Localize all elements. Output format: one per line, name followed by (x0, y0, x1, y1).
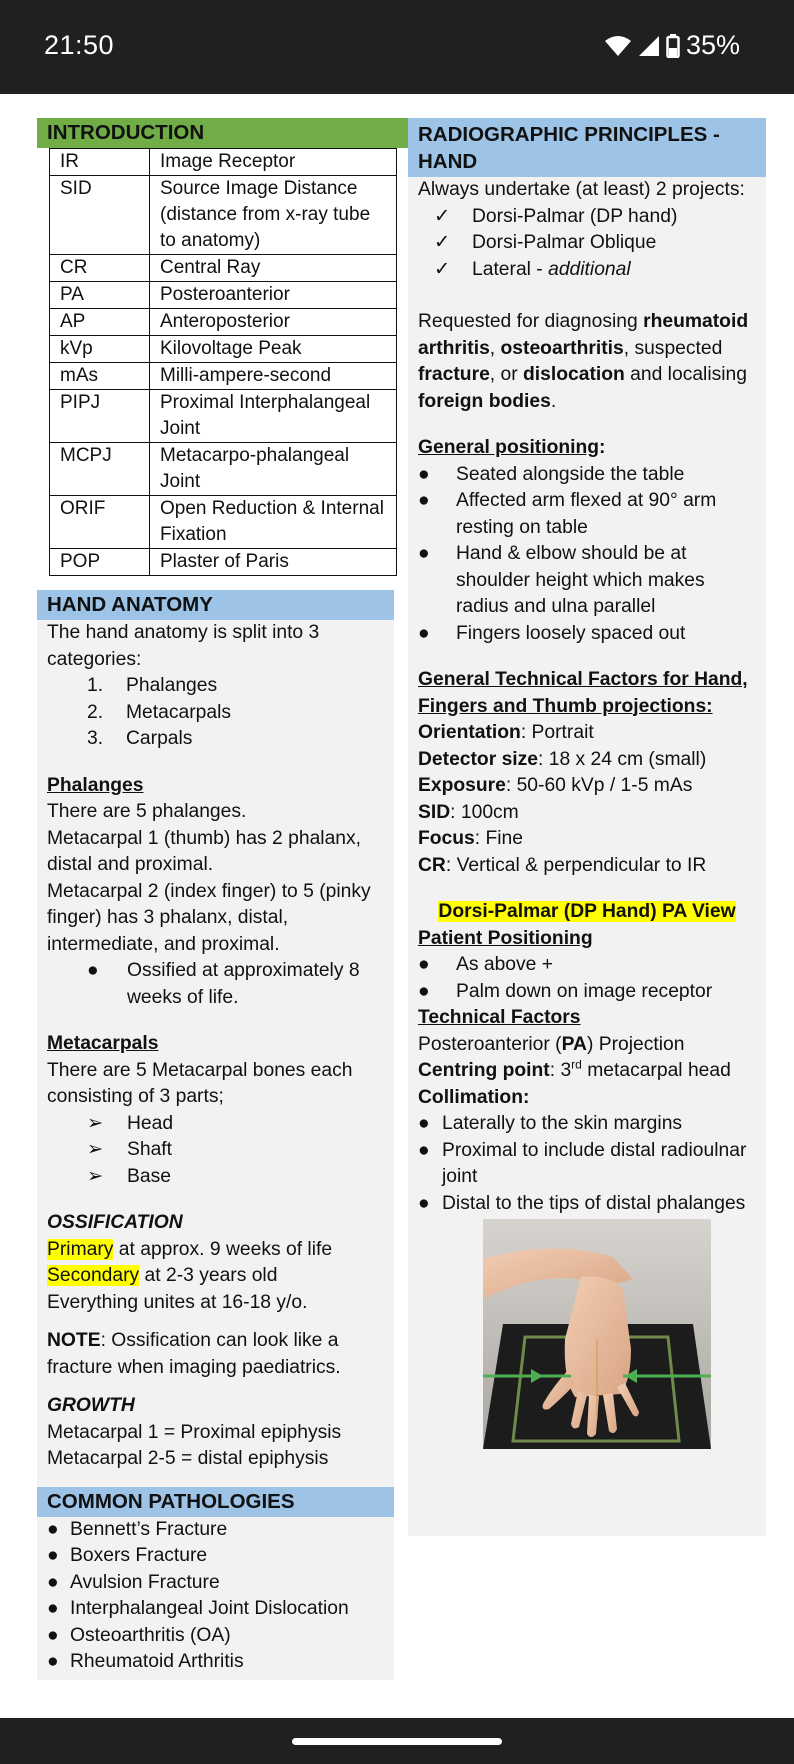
list-item: ● Ossified at approximately 8 weeks of life. (87, 960, 360, 1008)
bullet-icon: ➢ (87, 1112, 104, 1134)
bullet-icon: ● (418, 1192, 430, 1214)
table-row (50, 309, 397, 336)
list-item: ✓ Lateral - additional (418, 257, 756, 284)
hand-anatomy-section (37, 590, 394, 1487)
abbr-meaning: Anteroposterior (150, 309, 397, 336)
status-icons (604, 30, 740, 61)
table-row (50, 176, 397, 255)
bullet-icon: ● (418, 980, 430, 1002)
bullet-icon: ➢ (87, 1165, 104, 1187)
abbr-term: PA (50, 282, 150, 309)
list-item: ● Avulsion Fracture (47, 1570, 384, 1597)
table-row (50, 390, 397, 443)
abbr-term: kVp (50, 336, 150, 363)
patient-positioning-list (418, 952, 756, 1005)
battery-percent: 35% (685, 30, 740, 60)
bullet-icon: ➢ (87, 1139, 104, 1160)
dp-view-title-row (418, 899, 756, 926)
list-item: ● As above + (418, 952, 756, 979)
patient-positioning-heading: Patient Positioning (418, 927, 593, 949)
centring-point: Centring point: 3rd metacarpal head (418, 1057, 731, 1081)
technical-factors-subheading: Technical Factors (418, 1007, 581, 1028)
pathologies-section (37, 1487, 394, 1680)
phalanges-text-2: Metacarpal 1 (thumb) has 2 phalanx, distal and proximal. (47, 827, 362, 875)
list-item: ● Affected arm flexed at 90° arm resting on table (418, 488, 756, 541)
table-row (50, 282, 397, 309)
abbr-meaning: Plaster of Paris (150, 549, 397, 576)
abbr-meaning: Proximal Interphalangeal Joint (150, 390, 397, 443)
checkmark-icon: ✓ (434, 258, 451, 280)
bullet-icon: ● (418, 1113, 430, 1134)
technical-factor: Detector size: 18 x 24 cm (small) (418, 748, 707, 770)
bullet-icon: ● (418, 1139, 430, 1161)
status-bar (0, 0, 794, 94)
abbr-meaning: Image Receptor (150, 149, 397, 176)
list-item: ● Laterally to the skin margins (418, 1111, 756, 1138)
list-item: ➢ Shaft (47, 1137, 384, 1164)
abbr-meaning: Open Reduction & Internal Fixation (150, 496, 397, 549)
phalanges-text-3: Metacarpal 2 (index finger) to 5 (pinky finger) has 3 phalanx, distal, intermediate, and proximal. (47, 880, 371, 955)
collimation-heading: Collimation: (418, 1086, 530, 1108)
abbr-term: SID (50, 176, 150, 255)
metacarpals-heading: Metacarpals (47, 1033, 159, 1054)
battery-icon (666, 34, 680, 58)
ossification-heading: OSSIFICATION (47, 1212, 183, 1233)
list-item: ● Boxers Fracture (47, 1543, 384, 1570)
bullet-icon: ● (47, 1624, 59, 1646)
growth-text-2: Metacarpal 2-5 = distal epiphysis (47, 1448, 329, 1469)
category-list (47, 673, 384, 753)
technical-factor: Focus: Fine (418, 828, 524, 849)
general-positioning-list (418, 462, 756, 648)
list-item: 1. Phalanges (87, 675, 218, 696)
radiographic-principles-heading: RADIOGRAPHIC PRINCIPLES - HAND (408, 118, 766, 177)
collimation-list (418, 1111, 756, 1217)
cellular-signal-icon (638, 35, 660, 57)
checkmark-icon: ✓ (434, 232, 451, 253)
list-item: ➢ Head (47, 1111, 384, 1138)
anatomy-intro: The hand anatomy is split into 3 categories: (47, 622, 320, 670)
table-row (50, 255, 397, 282)
pathologies-list (37, 1517, 394, 1676)
principles-intro: Always undertake (at least) 2 projects: (418, 179, 745, 200)
list-item: ➢ Base (47, 1164, 384, 1191)
document-page (0, 94, 794, 1718)
growth-text-1: Metacarpal 1 = Proximal epiphysis (47, 1421, 342, 1443)
abbr-term: AP (50, 309, 150, 336)
abbr-meaning: Kilovoltage Peak (150, 336, 397, 363)
home-gesture-handle[interactable] (292, 1738, 502, 1745)
abbr-term: IR (50, 149, 150, 176)
abbr-term: mAs (50, 363, 150, 390)
table-row (50, 336, 397, 363)
status-time: 21:50 (44, 30, 115, 60)
bullet-icon: ● (47, 1598, 59, 1619)
technical-factors-heading: General Technical Factors for Hand, Fingers and Thumb projections: (418, 669, 748, 717)
abbr-meaning: Milli-ampere-second (150, 363, 397, 390)
table-row (50, 363, 397, 390)
technical-factor: CR: Vertical & perpendicular to IR (418, 854, 707, 876)
bullet-icon: ● (418, 490, 430, 511)
hand-anatomy-heading: HAND ANATOMY (37, 590, 394, 620)
table-row (50, 549, 397, 576)
bullet-icon: ● (47, 1545, 59, 1566)
checkmark-icon: ✓ (434, 205, 451, 227)
pathologies-heading: COMMON PATHOLOGIES (37, 1487, 394, 1517)
abbr-term: POP (50, 549, 150, 576)
technical-factor: Exposure: 50-60 kVp / 1-5 mAs (418, 775, 693, 796)
general-positioning-heading: General positioning: (418, 437, 606, 458)
ossification-note: NOTE: Ossification can look like a fracture when imaging paediatrics. (47, 1330, 341, 1378)
hand-positioning-photo (483, 1219, 711, 1449)
phalanges-heading: Phalanges (47, 774, 144, 796)
metacarpal-parts-list (47, 1111, 384, 1191)
bullet-icon: ● (418, 463, 430, 485)
list-item: 2. Metacarpals (87, 701, 232, 723)
list-item: ● Proximal to include distal radioulnar joint (418, 1138, 756, 1191)
list-item: ● Palm down on image receptor (418, 979, 756, 1006)
introduction-heading: INTRODUCTION (37, 118, 408, 148)
metacarpals-intro: There are 5 Metacarpal bones each consisting of 3 parts; (47, 1059, 353, 1107)
list-item: ● Interphalangeal Joint Dislocation (47, 1596, 384, 1623)
list-item: 3. Carpals (87, 728, 193, 749)
technical-factor: Orientation: Portrait (418, 722, 594, 743)
list-item: ● Fingers loosely spaced out (418, 621, 756, 648)
list-item: ● Distal to the tips of distal phalanges (418, 1191, 756, 1218)
abbr-meaning: Central Ray (150, 255, 397, 282)
abbr-meaning: Source Image Distance (distance from x-ray tube to anatomy) (150, 176, 397, 255)
dp-view-title: Dorsi-Palmar (DP Hand) PA View (438, 901, 736, 922)
ossification-unites: Everything unites at 16-18 y/o. (47, 1291, 308, 1313)
abbr-term: MCPJ (50, 443, 150, 496)
ossification-primary: Primary at approx. 9 weeks of life (47, 1238, 333, 1260)
requested-for-text: Requested for diagnosing rheumatoid arthritis, osteoarthritis, suspected fracture, or dislocation and localising foreign bodies. (418, 311, 749, 412)
list-item: ● Bennett’s Fracture (47, 1517, 384, 1544)
list-item: ● Rheumatoid Arthritis (47, 1649, 384, 1676)
table-row (50, 149, 397, 176)
abbr-meaning: Metacarpo-phalangeal Joint (150, 443, 397, 496)
list-item: ● Osteoarthritis (OA) (47, 1623, 384, 1650)
abbr-meaning: Posteroanterior (150, 282, 397, 309)
bullet-icon: ● (418, 543, 430, 564)
right-column (408, 118, 766, 1536)
abbr-term: ORIF (50, 496, 150, 549)
table-row (50, 496, 397, 549)
bullet-icon: ● (418, 622, 430, 644)
left-column (37, 118, 394, 1680)
list-item: ✓ Dorsi-Palmar Oblique (418, 230, 756, 257)
bullet-icon: ● (47, 1571, 59, 1593)
projection-line: Posteroanterior (PA) Projection (418, 1033, 685, 1055)
technical-factor: SID: 100cm (418, 801, 519, 823)
phalanges-bullets (47, 958, 384, 1011)
bullet-icon: ● (418, 954, 430, 975)
bullet-icon: ● (47, 1651, 59, 1672)
phalanges-text-1: There are 5 phalanges. (47, 801, 247, 822)
abbr-term: CR (50, 255, 150, 282)
growth-heading: GROWTH (47, 1395, 135, 1416)
technical-factors-list (418, 720, 756, 879)
bullet-icon: ● (47, 1518, 59, 1540)
list-item: ● Seated alongside the table (418, 462, 756, 489)
list-item: ● Hand & elbow should be at shoulder height which makes radius and ulna parallel (418, 541, 756, 621)
table-row (50, 443, 397, 496)
ossification-secondary: Secondary at 2-3 years old (47, 1265, 278, 1286)
navigation-bar (0, 1718, 794, 1764)
list-item: ✓ Dorsi-Palmar (DP hand) (418, 204, 756, 231)
wifi-icon (604, 35, 632, 57)
abbr-term: PIPJ (50, 390, 150, 443)
abbreviation-table (49, 148, 397, 576)
projection-list (418, 204, 756, 284)
